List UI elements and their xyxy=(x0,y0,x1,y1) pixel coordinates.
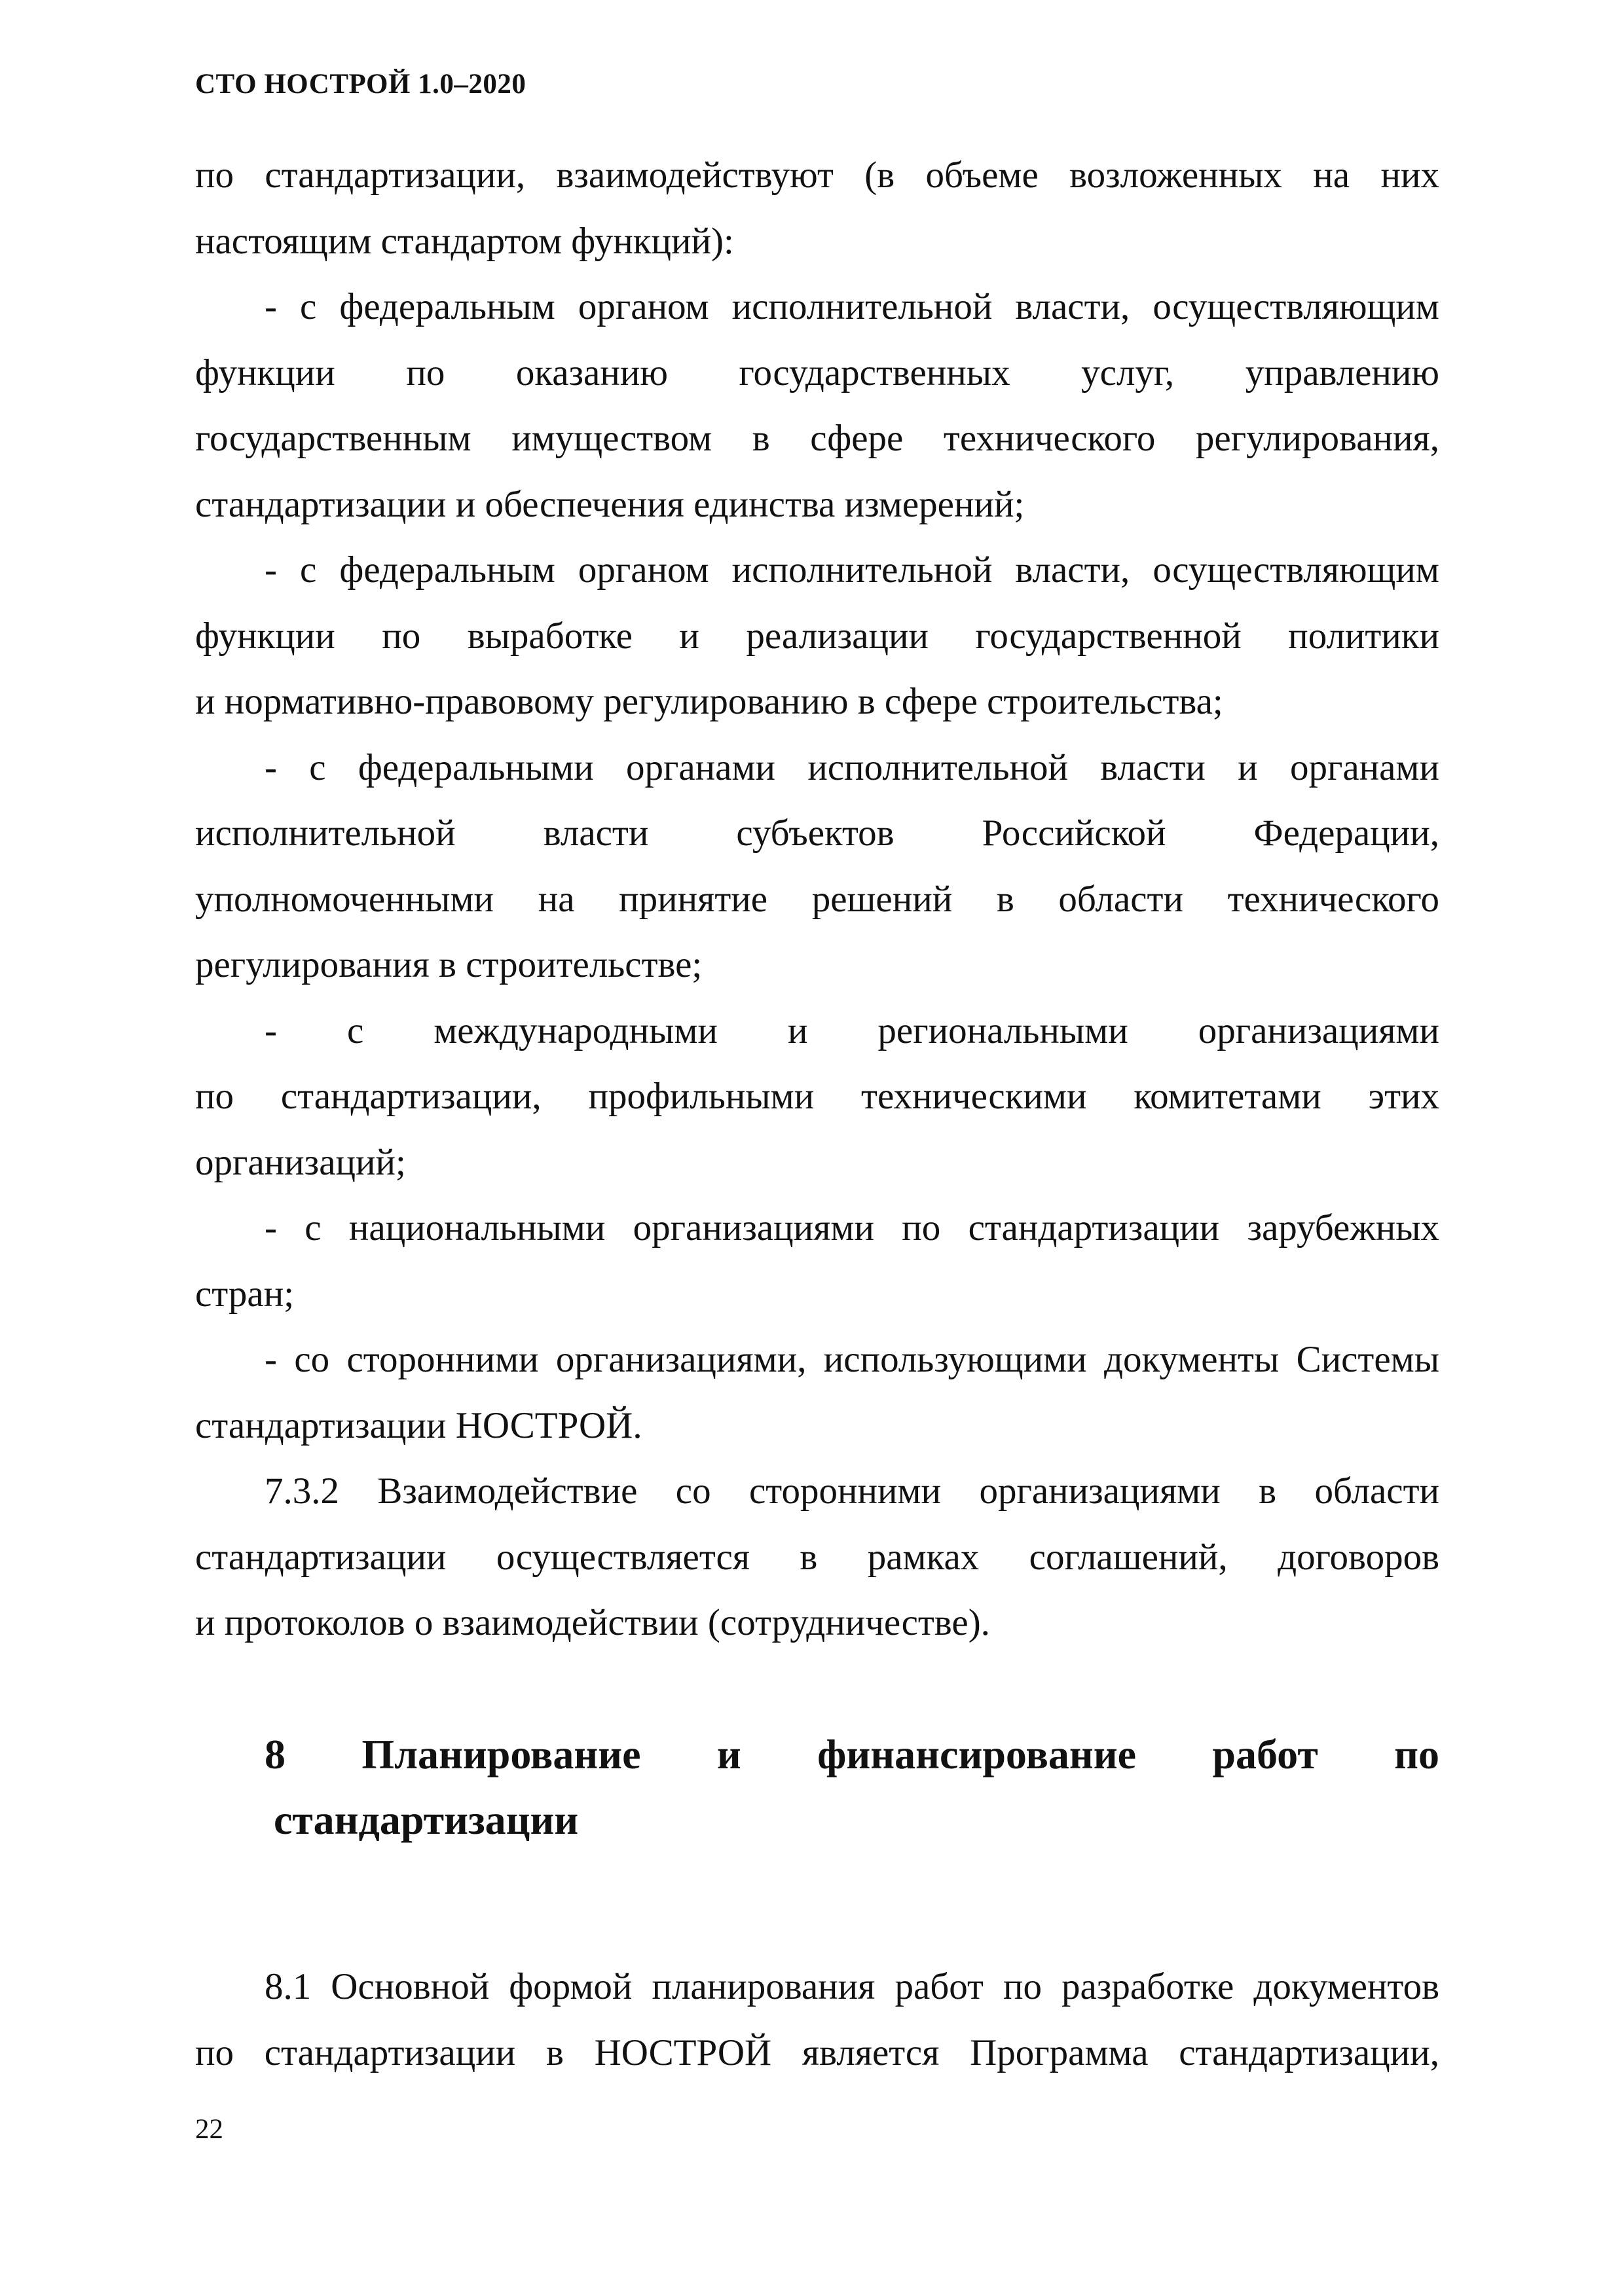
list-item xyxy=(195,538,1439,735)
text-line: - с международными и региональными организациями xyxy=(265,1010,1439,1051)
section-heading-line: 8 Планирование и финансирование работ по xyxy=(265,1731,1439,1777)
clause-7-3-2 xyxy=(195,1459,1439,1656)
list-item xyxy=(195,1195,1439,1327)
text-line: - со сторонними организациями, использующими документы Системы xyxy=(265,1339,1439,1380)
clause-8-1 xyxy=(195,1954,1439,2086)
text-line: стандартизации осуществляется в рамках соглашений, договоров xyxy=(195,1536,1439,1578)
section-heading-line: стандартизации xyxy=(274,1796,579,1843)
text-line: по стандартизации, профильными техническими комитетами этих xyxy=(195,1076,1439,1117)
text-line: функции по выработке и реализации государственной политики xyxy=(195,615,1439,657)
text-line: стандартизации НОСТРОЙ. xyxy=(195,1404,642,1446)
text-line: регулирования в строительстве; xyxy=(195,944,703,985)
page-number: 22 xyxy=(195,2114,223,2145)
text-line: функции по оказанию государственных услуг, управлению xyxy=(195,352,1439,393)
text-line: и нормативно-правовому регулированию в сфере строительства; xyxy=(195,681,1223,722)
text-line: по стандартизации, взаимодействуют (в объеме возложенных на них xyxy=(195,155,1439,196)
text-line: и протоколов о взаимодействии (сотрудничестве). xyxy=(195,1602,990,1643)
body-text xyxy=(195,143,1439,1656)
text-line: 8.1 Основной формой планирования работ по разработке документов xyxy=(265,1966,1439,2007)
text-line: 7.3.2 Взаимодействие со сторонними организациями в области xyxy=(265,1470,1439,1512)
text-line: - с федеральным органом исполнительной власти, осуществляющим xyxy=(265,549,1439,591)
section-body-text xyxy=(195,1954,1439,2086)
running-head: СТО НОСТРОЙ 1.0–2020 xyxy=(195,69,526,100)
list-item xyxy=(195,274,1439,538)
text-line: уполномоченными на принятие решений в области технического xyxy=(195,878,1439,920)
list-item xyxy=(195,998,1439,1196)
paragraph-continuation xyxy=(195,143,1439,274)
section-heading xyxy=(265,1722,1439,1853)
text-line: - с федеральным органом исполнительной власти, осуществляющим xyxy=(265,286,1439,327)
text-line: настоящим стандартом функций): xyxy=(195,220,734,262)
text-line: организаций; xyxy=(195,1141,406,1183)
text-line: - с федеральными органами исполнительной власти и органами xyxy=(265,746,1439,788)
text-line: исполнительной власти субъектов Российской Федерации, xyxy=(195,812,1439,854)
text-line: - с национальными организациями по стандартизации зарубежных xyxy=(265,1207,1439,1248)
list-item xyxy=(195,1327,1439,1459)
text-line: по стандартизации в НОСТРОЙ является Программа стандартизации, xyxy=(195,2032,1439,2073)
text-line: государственным имуществом в сфере технического регулирования, xyxy=(195,418,1439,459)
text-line: стандартизации и обеспечения единства измерений; xyxy=(195,483,1025,525)
list-item xyxy=(195,735,1439,998)
text-line: стран; xyxy=(195,1273,295,1315)
